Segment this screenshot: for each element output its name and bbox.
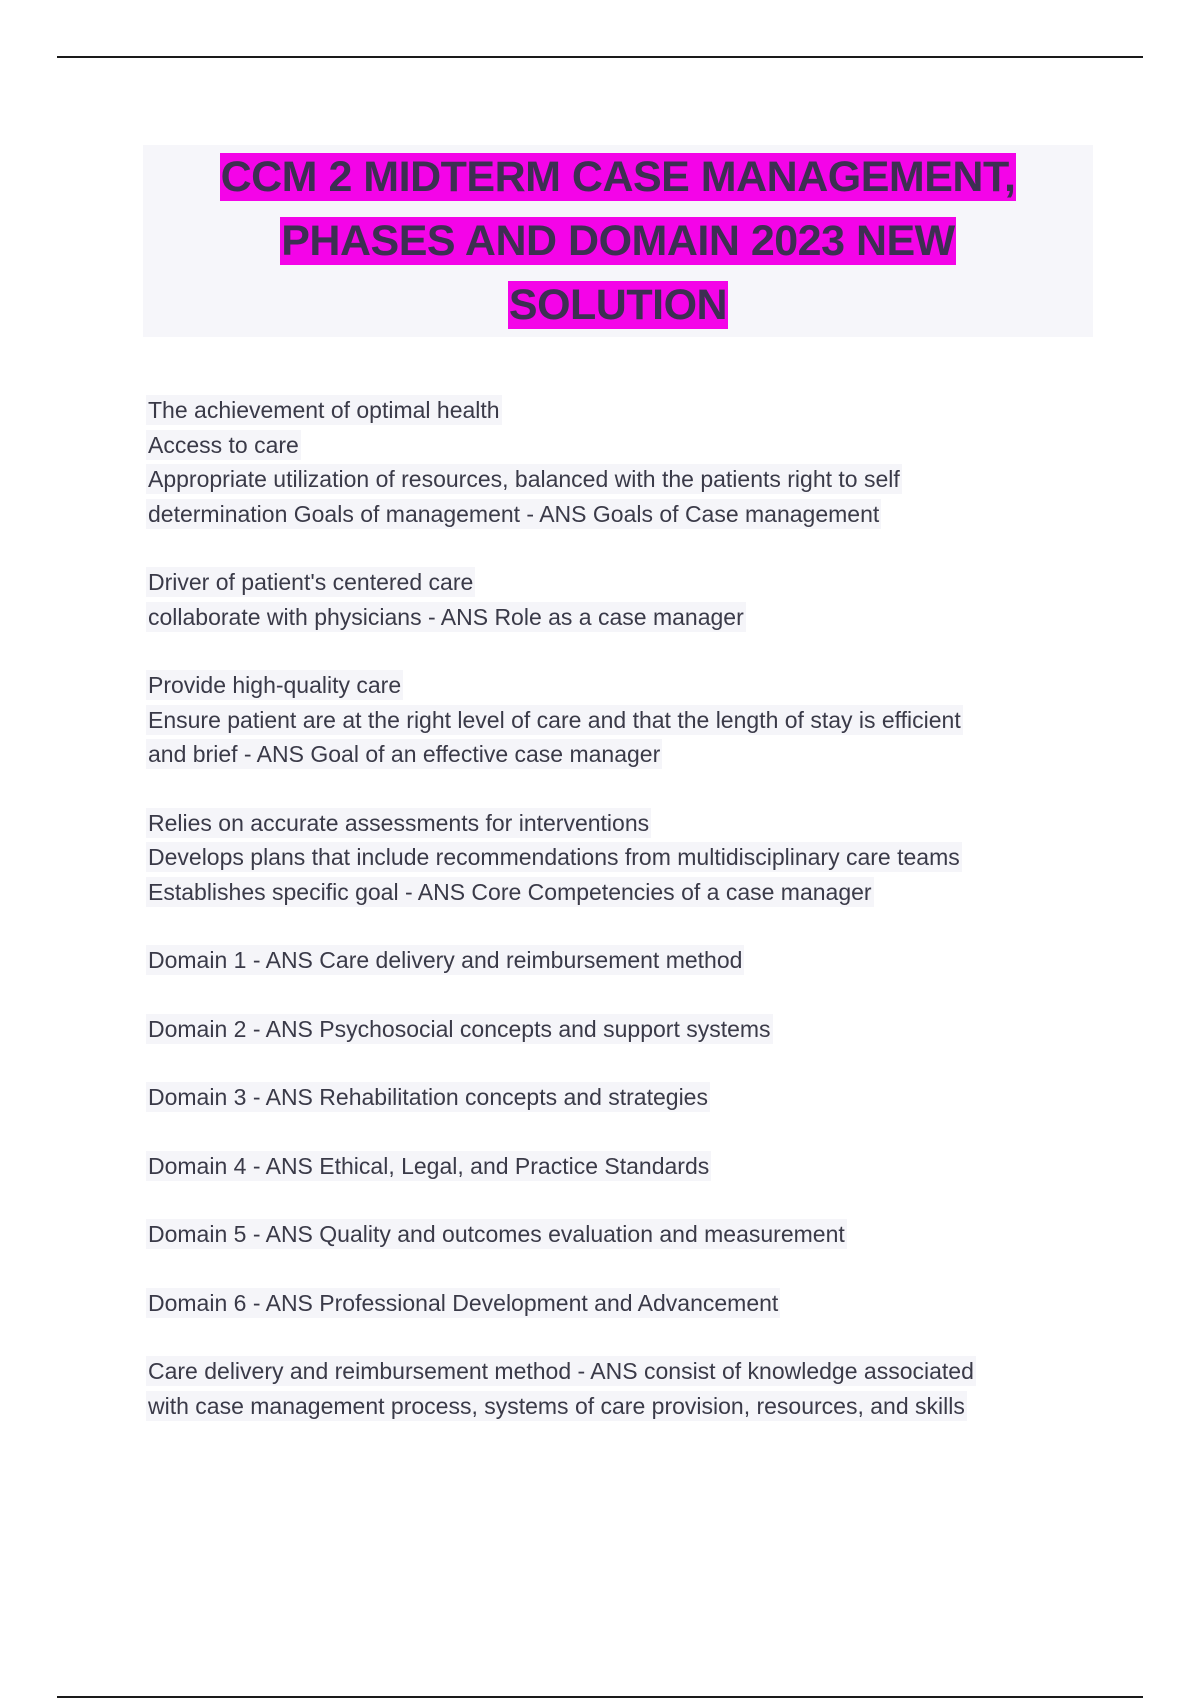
entry-text: Establishes specific goal - ANS Core Competencies of a case manager	[148, 878, 872, 905]
entry-text: Domain 6 - ANS Professional Development and Advancement	[148, 1289, 779, 1316]
document-body	[146, 393, 1146, 1457]
entry-text: Domain 5 - ANS Quality and outcomes evaluation and measurement	[148, 1221, 845, 1247]
entry-core-competencies	[146, 806, 1146, 910]
entry-text: Domain 4 - ANS Ethical, Legal, and Practice Standards	[148, 1152, 710, 1179]
entry-line	[146, 393, 1146, 428]
entry-goals-of-case-management	[146, 393, 1146, 531]
entry-line	[146, 497, 1146, 532]
entry-line	[146, 840, 1146, 875]
entry-text: Develops plans that include recommendations from multidisciplinary care teams	[148, 844, 960, 870]
entry-line	[146, 875, 1146, 910]
entry-line	[146, 943, 1146, 978]
title-highlight-3: SOLUTION	[508, 281, 728, 329]
entry-text: Provide high-quality care	[148, 672, 402, 698]
entry-line	[146, 428, 1146, 463]
title-line-2	[143, 209, 1093, 273]
bottom-divider	[57, 1696, 1143, 1698]
entry-domain-1	[146, 943, 1146, 978]
entry-text: collaborate with physicians - ANS Role as a case manager	[148, 603, 744, 630]
entry-role-as-case-manager	[146, 565, 1146, 634]
title-line-3	[143, 273, 1093, 337]
entry-line	[146, 1149, 1146, 1184]
entry-text: Domain 2 - ANS Psychosocial concepts and support systems	[148, 1015, 771, 1042]
entry-domain-2	[146, 1012, 1146, 1047]
entry-text: Domain 1 - ANS Care delivery and reimbursement method	[148, 947, 743, 973]
entry-text: Access to care	[148, 431, 299, 458]
entry-line	[146, 1012, 1146, 1047]
entry-text: Care delivery and reimbursement method - ANS consist of knowledge associated	[148, 1358, 974, 1384]
top-divider	[57, 56, 1143, 58]
entry-care-delivery-definition	[146, 1354, 1146, 1423]
title-highlight-1: CCM 2 MIDTERM CASE MANAGEMENT,	[220, 153, 1016, 201]
entry-line	[146, 668, 1146, 703]
entry-line	[146, 600, 1146, 635]
document-title	[143, 145, 1093, 337]
entry-domain-4	[146, 1149, 1146, 1184]
entry-domain-3	[146, 1080, 1146, 1115]
entry-text: with case management process, systems of care provision, resources, and skills	[148, 1392, 965, 1419]
entry-line	[146, 462, 1146, 497]
entry-domain-5	[146, 1217, 1146, 1252]
entry-domain-6	[146, 1286, 1146, 1321]
entry-line	[146, 565, 1146, 600]
entry-text: Ensure patient are at the right level of care and that the length of stay is efficient	[148, 706, 961, 733]
entry-line	[146, 1389, 1146, 1424]
entry-text: Domain 3 - ANS Rehabilitation concepts and strategies	[148, 1084, 708, 1110]
entry-goal-of-effective-case-manager	[146, 668, 1146, 772]
entry-line	[146, 703, 1146, 738]
entry-text: Appropriate utilization of resources, balanced with the patients right to self	[148, 466, 900, 492]
entry-text: Driver of patient's centered care	[148, 569, 474, 595]
entry-line	[146, 1286, 1146, 1321]
entry-text: and brief - ANS Goal of an effective case manager	[148, 741, 661, 767]
entry-line	[146, 737, 1146, 772]
entry-line	[146, 1080, 1146, 1115]
entry-line	[146, 806, 1146, 841]
entry-text: determination Goals of management - ANS Goals of Case management	[148, 500, 880, 527]
entry-text: The achievement of optimal health	[148, 397, 500, 423]
entry-text: Relies on accurate assessments for interventions	[148, 809, 650, 836]
title-line-1	[143, 145, 1093, 209]
entry-line	[146, 1217, 1146, 1252]
title-highlight-2: PHASES AND DOMAIN 2023 NEW	[281, 217, 955, 265]
entry-line	[146, 1354, 1146, 1389]
